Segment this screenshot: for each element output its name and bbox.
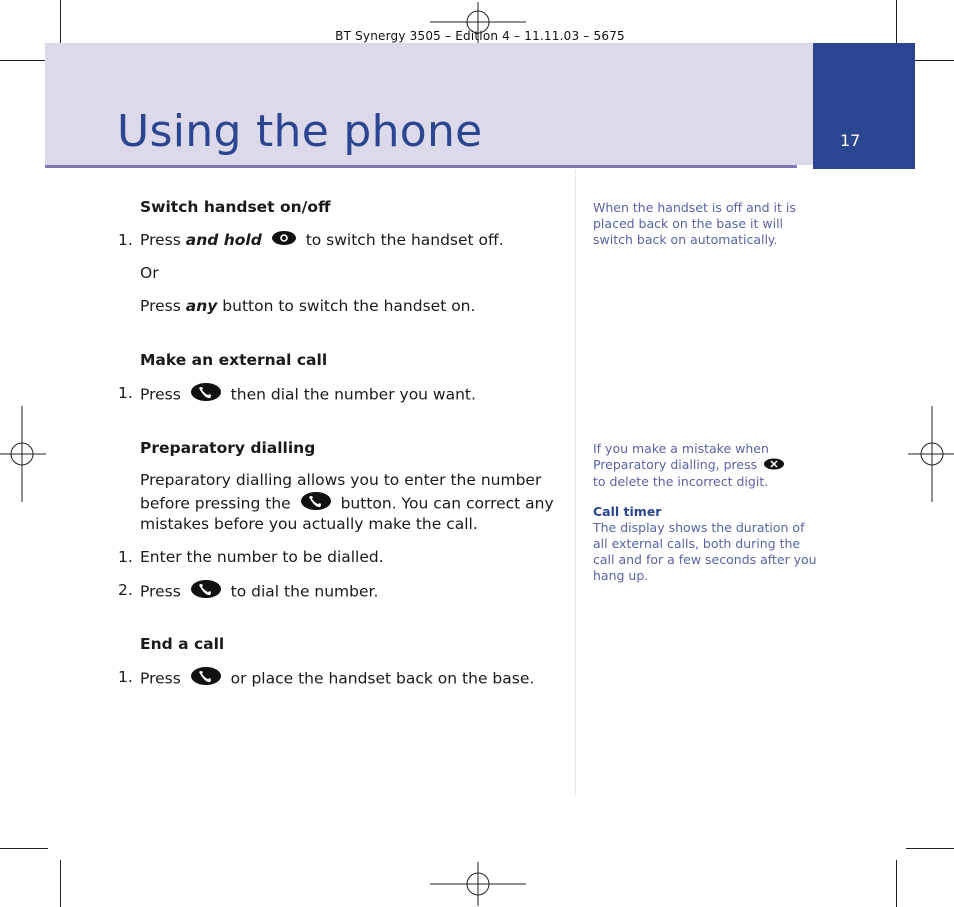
step-end-call: Press or place the handset back on the base. [140,666,534,692]
crop-mark [896,860,897,907]
step-press-to-dial: Press to dial the number. [140,579,378,605]
step-number: 1. [118,231,133,249]
step-dial-external: Press then dial the number you want. [140,382,476,408]
talk-button-icon [190,579,222,605]
step-enter-number: Enter the number to be dialled. [140,548,384,566]
crop-mark [60,860,61,907]
heading-end-call: End a call [140,635,225,653]
step-number: 1. [118,384,133,402]
talk-button-icon [190,382,222,408]
power-button-icon [271,230,297,252]
or-label: Or [140,264,159,282]
step-number: 1. [118,548,133,566]
crop-mark [896,0,897,48]
page-number-tab [813,43,915,169]
step-number: 1. [118,668,133,686]
registration-mark-left [0,406,46,502]
page-title: Using the phone [117,106,483,157]
heading-switch-handset: Switch handset on/off [140,198,331,216]
heading-preparatory-dialling: Preparatory dialling [140,439,316,457]
delete-button-icon [763,458,785,474]
step-number: 2. [118,581,133,599]
step-switch-off: Press and hold to switch the handset off. [140,229,504,252]
talk-button-icon [190,666,222,692]
sidebar-note-auto-on: When the handset is off and it is placed back on the base it will switch back on automatically. [593,200,796,247]
sidebar-call-timer: Call timer The display shows the duration of all external calls, both during the call and for a few seconds after you hang up. [593,504,817,583]
crop-mark [0,60,48,61]
print-edition-line: BT Synergy 3505 – Edition 4 – 11.11.03 – 5675 [335,29,625,43]
page-number: 17 [840,131,861,150]
heading-external-call: Make an external call [140,351,328,369]
step-switch-on: Press any button to switch the handset on. [140,297,476,315]
crop-mark [0,848,48,849]
column-divider [575,170,576,795]
registration-mark-right [908,406,954,502]
preparatory-paragraph-line: Preparatory dialling allows you to enter the number [140,471,542,489]
call-timer-heading: Call timer [593,504,662,519]
sidebar-note-mistake: If you make a mistake when Preparatory dialling, press to delete the incorrect digit. [593,441,787,490]
preparatory-paragraph-line: mistakes before you actually make the call. [140,515,478,533]
registration-mark-bottom [430,862,526,906]
title-rule [45,165,797,168]
preparatory-paragraph-line: before pressing the button. You can correct any [140,491,554,517]
crop-mark [60,0,61,48]
crop-mark [906,848,954,849]
